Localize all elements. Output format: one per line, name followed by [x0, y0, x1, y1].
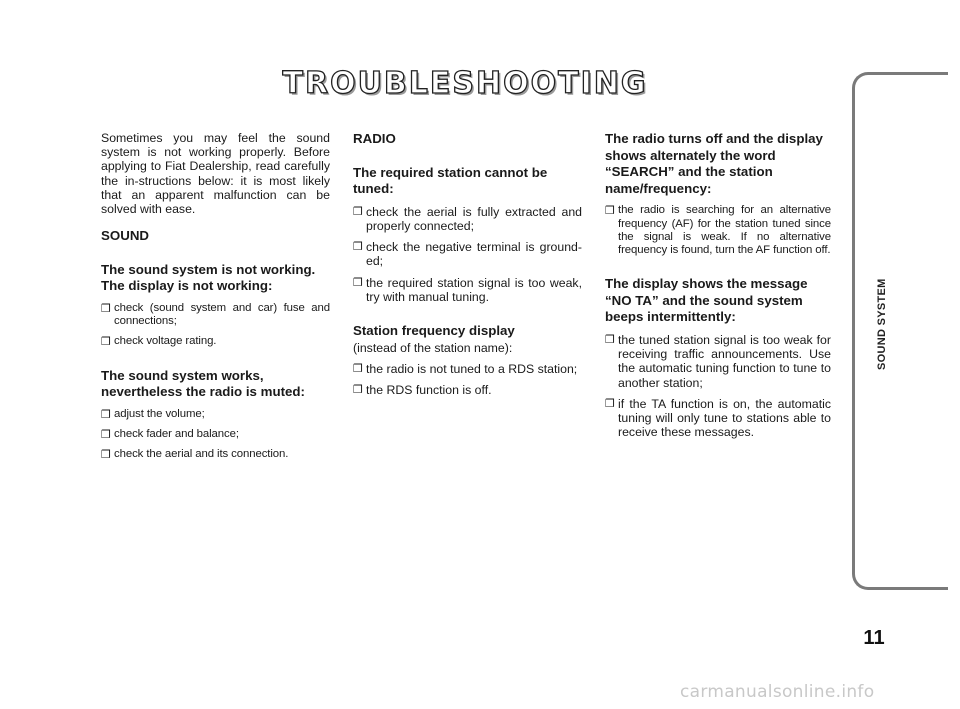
sub-heading-muted: The sound system works, nevertheless the radio is muted:	[101, 367, 305, 400]
list-item: ❒ check the aerial is fully extracted and properly connected;	[353, 204, 582, 233]
checkbox-bullet-icon: ❒	[353, 241, 363, 254]
column-radio	[353, 131, 582, 404]
page-title: TROUBLESHOOTING	[282, 66, 648, 101]
checkbox-bullet-icon: ❒	[605, 205, 615, 218]
checkbox-bullet-icon: ❒	[353, 384, 363, 396]
checkbox-bullet-icon: ❒	[101, 336, 111, 349]
sub-heading-no-ta: The display shows the message “NO TA” and the sound system beeps intermittently:	[605, 276, 808, 325]
list-item: ❒ if the TA function is on, the automatic tuning will only tune to stations able to receive these messages.	[605, 396, 831, 440]
list-item: ❒ check fader and balance;	[101, 428, 239, 441]
section-heading-sound: SOUND	[101, 228, 150, 244]
page-number: 11	[863, 627, 885, 649]
checkbox-bullet-icon: ❒	[101, 408, 111, 421]
intro-paragraph: Sometimes you may feel the sound system is not working properly. Before applying to Fiat Dealership, read carefully the in-structions below: it is most likely that an apparent malfunction can be solved with ease.	[101, 131, 330, 217]
list-item: ❒ check the negative terminal is ground-ed;	[353, 240, 582, 269]
section-tab-label: SOUND SYSTEM	[876, 278, 888, 370]
checkbox-bullet-icon: ❒	[101, 449, 111, 462]
watermark: carmanualsonline.info	[680, 682, 875, 702]
section-heading-radio: RADIO	[353, 131, 396, 146]
list-item: ❒ the radio is searching for an alternative frequency (AF) for the station tuned since the signal is weak. If no alternative frequency is found, turn the AF function off.	[605, 204, 831, 256]
list-item: ❒ the tuned station signal is too weak for receiving traffic announcements. Use the automatic tuning function to tune to another station;	[605, 332, 831, 390]
list-item: ❒ the RDS function is off.	[353, 383, 492, 397]
checkbox-bullet-icon: ❒	[101, 429, 111, 441]
list-item: ❒ check voltage rating.	[101, 335, 217, 349]
checkbox-bullet-icon: ❒	[353, 276, 363, 289]
sub-heading-frequency-display: Station frequency display	[353, 323, 515, 338]
list-item: ❒ adjust the volume;	[101, 407, 205, 421]
sub-heading-search: The radio turns off and the display shows alternately the word “SEARCH” and the station name/frequency:	[605, 131, 823, 196]
list-item: ❒ the radio is not tuned to a RDS station;	[353, 361, 578, 376]
checkbox-bullet-icon: ❒	[353, 362, 363, 375]
sub-heading-note: (instead of the station name):	[353, 340, 513, 355]
section-tab	[852, 72, 948, 590]
list-item: ❒ check the aerial and its connection.	[101, 448, 289, 462]
checkbox-bullet-icon: ❒	[605, 397, 615, 410]
checkbox-bullet-icon: ❒	[353, 205, 363, 218]
sub-heading-not-working: The sound system is not working. The display is not working:	[101, 261, 316, 294]
list-item: ❒ the required station signal is too weak, try with manual tuning.	[353, 275, 582, 304]
column-sound	[101, 131, 330, 468]
sub-heading-cannot-tune: The required station cannot be tuned:	[353, 164, 548, 197]
checkbox-bullet-icon: ❒	[101, 303, 111, 315]
column-radio-display	[605, 131, 831, 446]
list-item: ❒ check (sound system and car) fuse and connections;	[101, 302, 330, 328]
checkbox-bullet-icon: ❒	[605, 333, 615, 346]
